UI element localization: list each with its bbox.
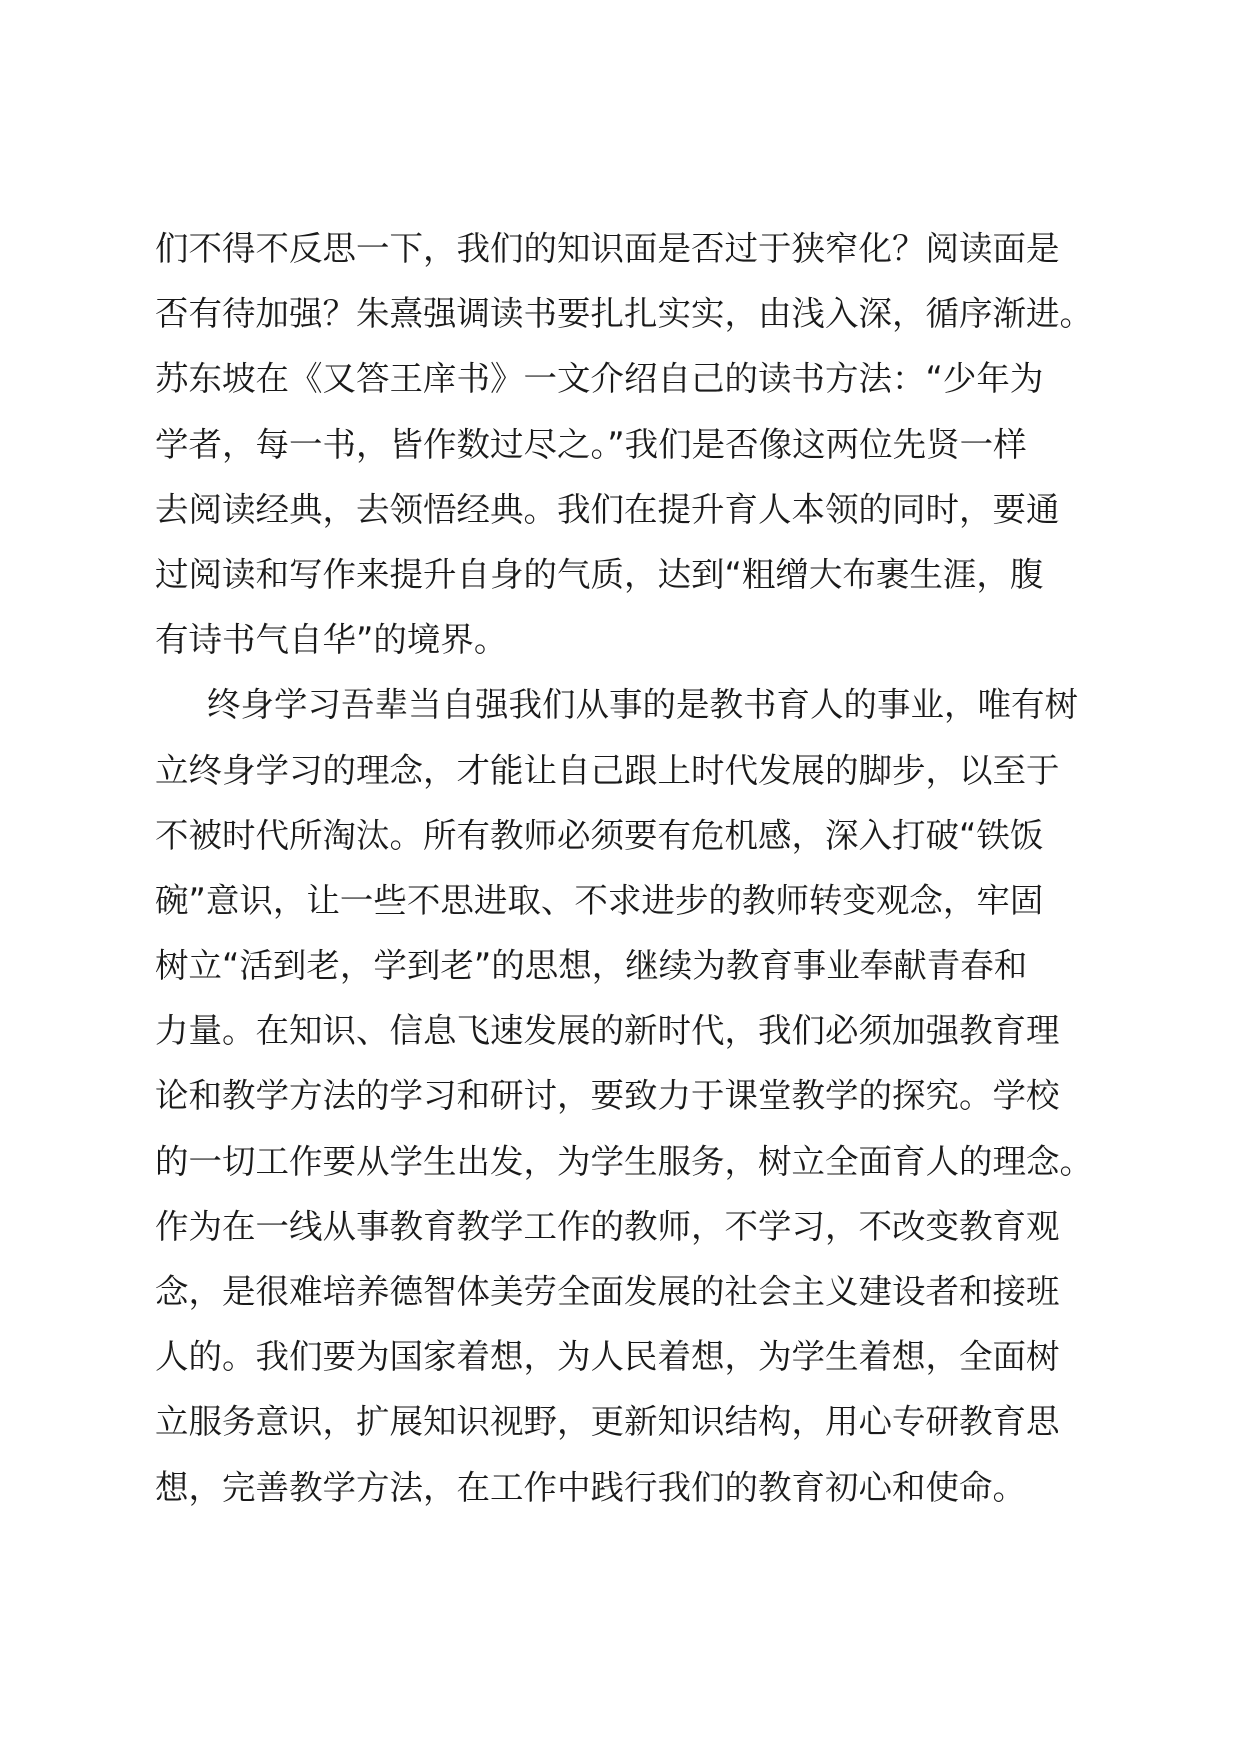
text-line: 苏东坡在《又答王庠书》一文介绍自己的读书方法：“少年为 bbox=[155, 359, 1044, 399]
text-line: 立终身学习的理念，才能让自己跟上时代发展的脚步，以至于 bbox=[155, 750, 1060, 790]
text-line: 论和教学方法的学习和研讨，要致力于课堂教学的探究。学校 bbox=[155, 1076, 1060, 1116]
text-line: 树立“活到老，学到老”的思想，继续为教育事业奉献青春和 bbox=[155, 946, 1028, 986]
text-line: 想，完善教学方法，在工作中践行我们的教育初心和使命。 bbox=[155, 1467, 1026, 1507]
body-text bbox=[155, 216, 1093, 1520]
text-line: 去阅读经典，去领悟经典。我们在提升育人本领的同时，要通 bbox=[155, 489, 1060, 529]
text-line: 们不得不反思一下，我们的知识面是否过于狭窄化？阅读面是 bbox=[155, 229, 1060, 268]
text-line: 的一切工作要从学生出发，为学生服务，树立全面育人的理念。 bbox=[155, 1141, 1093, 1181]
text-line: 念，是很难培养德智体美劳全面发展的社会主义建设者和接班 bbox=[155, 1272, 1060, 1311]
paragraph-first-line: 终身学习吾辈当自强我们从事的是教书育人的事业，唯有树 bbox=[207, 685, 1078, 725]
text-line: 不被时代所淘汰。所有教师必须要有危机感，深入打破“铁饭 bbox=[155, 815, 1044, 855]
text-line: 人的。我们要为国家着想，为人民着想，为学生着想，全面树 bbox=[155, 1337, 1060, 1377]
text-line: 否有待加强？朱熹强调读书要扎扎实实，由浅入深，循序渐进。 bbox=[155, 294, 1093, 334]
text-line: 力量。在知识、信息飞速发展的新时代，我们必须加强教育理 bbox=[155, 1011, 1060, 1051]
text-line: 碗”意识，让一些不思进取、不求进步的教师转变观念，牢固 bbox=[155, 880, 1044, 920]
text-line: 立服务意识，扩展知识视野，更新知识结构，用心专研教育思 bbox=[155, 1402, 1060, 1442]
text-line: 学者，每一书，皆作数过尽之。”我们是否像这两位先贤一样 bbox=[155, 424, 1027, 464]
text-line: 过阅读和写作来提升自身的气质，达到“粗缯大布裹生涯，腹 bbox=[155, 554, 1044, 594]
text-line: 有诗书气自华”的境界。 bbox=[155, 620, 508, 660]
text-line: 作为在一线从事教育教学工作的教师，不学习，不改变教育观 bbox=[155, 1206, 1060, 1246]
